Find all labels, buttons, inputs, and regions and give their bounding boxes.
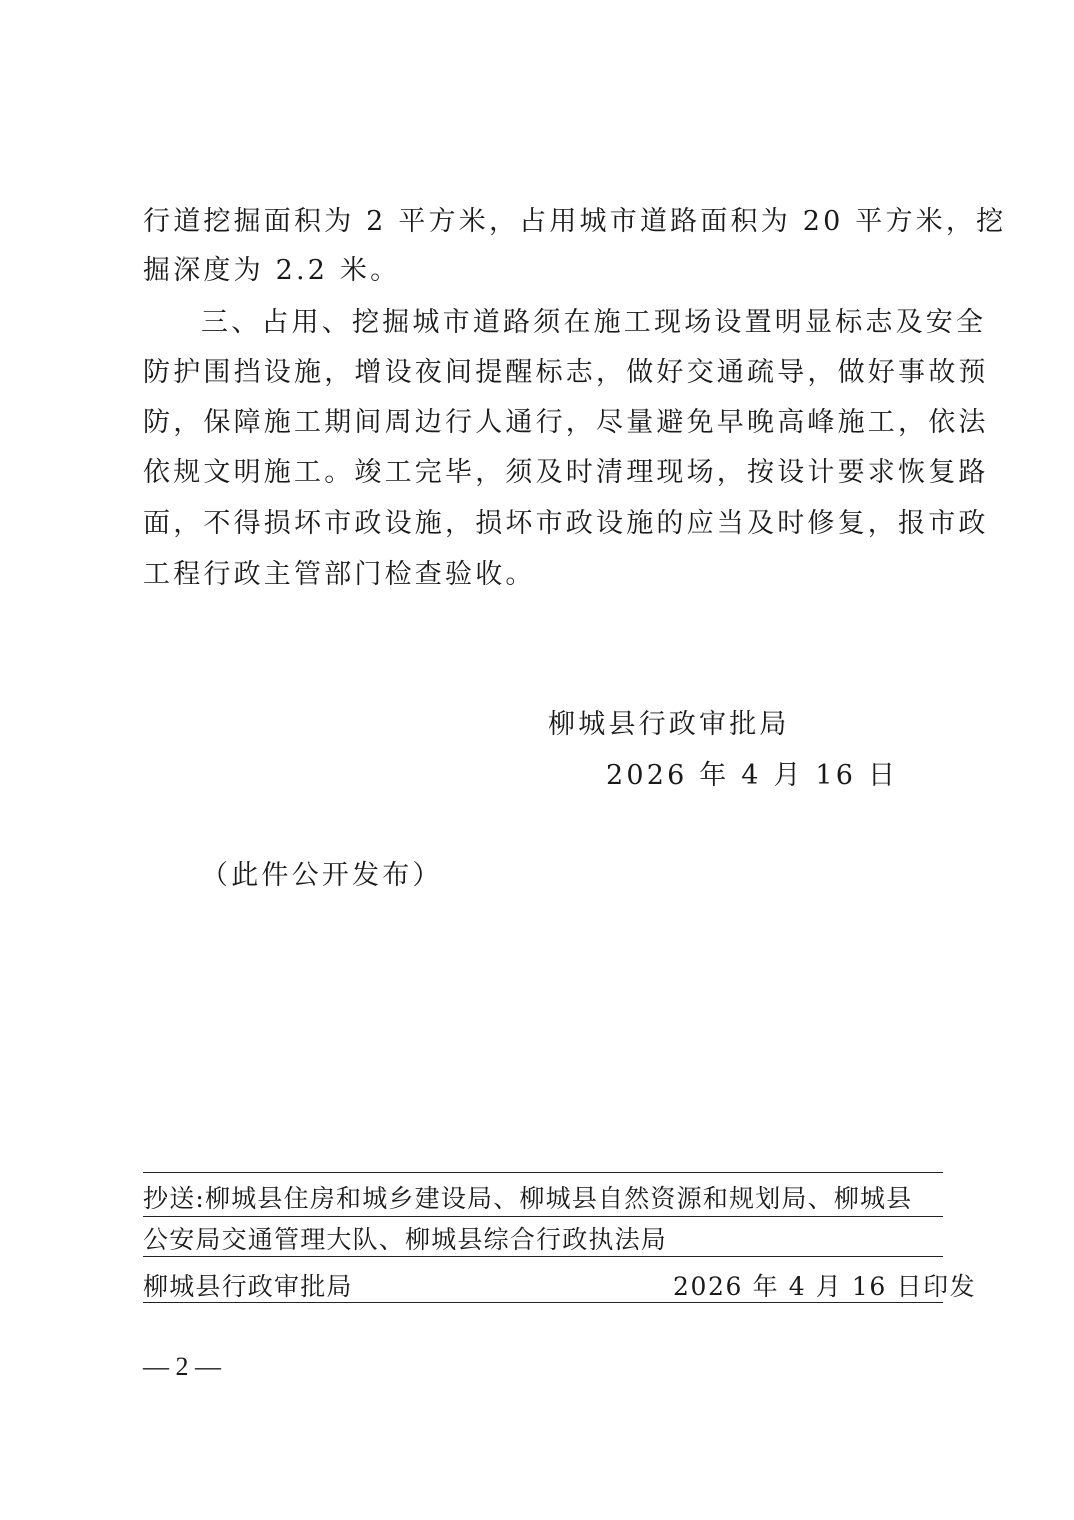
signature-date: 2026 年 4 月 16 日	[606, 760, 899, 791]
footer-issuer: 柳城县行政审批局	[143, 1272, 353, 1301]
cc-underline-1	[143, 1216, 943, 1217]
signature-issuer: 柳城县行政审批局	[548, 709, 790, 740]
body-line-3: 三、占用、挖掘城市道路须在施工现场设置明显标志及安全	[201, 307, 987, 338]
footer-issued-date: 2026 年 4 月 16 日印发	[673, 1272, 977, 1301]
distribution-bottom-rule	[143, 1302, 943, 1303]
distribution-top-rule	[143, 1172, 943, 1173]
cc-line-1: 抄送:柳城县住房和城乡建设局、柳城县自然资源和规划局、柳城县	[143, 1184, 913, 1213]
distribution-middle-rule	[143, 1256, 943, 1257]
body-line-2: 掘深度为 2.2 米。	[143, 255, 401, 286]
cc-line-2: 公安局交通管理大队、柳城县综合行政执法局	[143, 1225, 668, 1254]
body-line-4: 防护围挡设施，增设夜间提醒标志，做好交通疏导，做好事故预	[143, 357, 989, 388]
disclosure-note: （此件公开发布）	[201, 860, 443, 891]
page-number: — 2 —	[143, 1352, 221, 1381]
body-line-8: 工程行政主管部门检查验收。	[143, 559, 536, 590]
body-line-6: 依规文明施工。竣工完毕，须及时清理现场，按设计要求恢复路	[143, 457, 989, 488]
body-line-1: 行道挖掘面积为 2 平方米，占用城市道路面积为 20 平方米，挖	[143, 206, 1007, 237]
body-line-5: 防，保障施工期间周边行人通行，尽量避免早晚高峰施工，依法	[143, 407, 989, 438]
body-line-7: 面，不得损坏市政设施，损坏市政设施的应当及时修复，报市政	[143, 508, 989, 539]
